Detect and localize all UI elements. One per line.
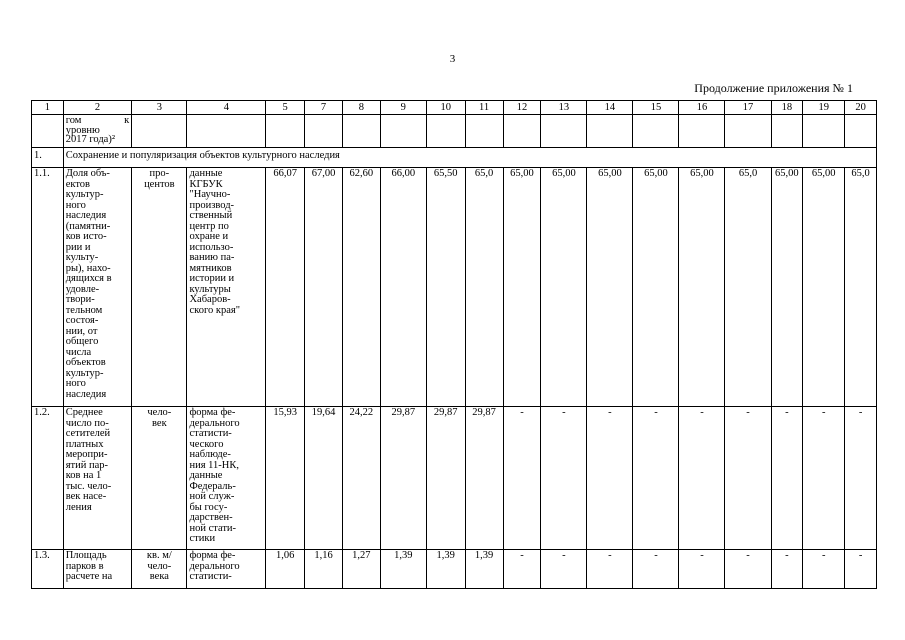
continuation-row bbox=[32, 115, 877, 148]
value-cell: - bbox=[633, 407, 679, 550]
header-cell: 13 bbox=[541, 101, 587, 115]
value-cell: 19,64 bbox=[305, 407, 343, 550]
value-cell: 65,00 bbox=[803, 168, 845, 407]
value-cell: - bbox=[845, 407, 877, 550]
header-cell: 12 bbox=[503, 101, 541, 115]
value-cell: - bbox=[587, 407, 633, 550]
continuation-empty-cell bbox=[465, 115, 503, 148]
value-cell: - bbox=[845, 550, 877, 589]
value-cell: 66,00 bbox=[380, 168, 426, 407]
header-cell: 2 bbox=[63, 101, 132, 115]
value-cell: 66,07 bbox=[266, 168, 305, 407]
continuation-empty-cell bbox=[132, 115, 187, 148]
value-cell: 1,27 bbox=[342, 550, 380, 589]
continuation-empty-cell bbox=[541, 115, 587, 148]
value-cell: 1,39 bbox=[380, 550, 426, 589]
value-cell: 67,00 bbox=[305, 168, 343, 407]
value-cell: 29,87 bbox=[380, 407, 426, 550]
continuation-empty-cell bbox=[771, 115, 803, 148]
continuation-indicator bbox=[63, 115, 132, 148]
indicators-table bbox=[31, 100, 877, 589]
header-cell: 3 bbox=[132, 101, 187, 115]
value-cell: 29,87 bbox=[465, 407, 503, 550]
value-cell: 15,93 bbox=[266, 407, 305, 550]
row-number: 1.1. bbox=[32, 168, 64, 407]
header-cell: 11 bbox=[465, 101, 503, 115]
header-cell: 18 bbox=[771, 101, 803, 115]
header-cell: 17 bbox=[725, 101, 771, 115]
value-cell: - bbox=[679, 550, 725, 589]
value-cell: - bbox=[587, 550, 633, 589]
continuation-empty-cell bbox=[679, 115, 725, 148]
unit-of-measure: кв. м/ чело- века bbox=[132, 550, 187, 589]
value-cell: - bbox=[725, 550, 771, 589]
header-cell: 1 bbox=[32, 101, 64, 115]
continuation-empty-cell bbox=[426, 115, 465, 148]
value-cell: 65,00 bbox=[503, 168, 541, 407]
header-cell: 8 bbox=[342, 101, 380, 115]
indicator-name: Доля объ- ектов культур- ного наследия (памятни- ков исто- рии и культу- ры), нахо- дящихся в удовле- твори- тельном состоя- нии, от общего числа объектов культур- ного наследия bbox=[63, 168, 132, 407]
value-cell: 65,0 bbox=[725, 168, 771, 407]
continuation-empty-cell bbox=[803, 115, 845, 148]
continuation-empty-cell bbox=[266, 115, 305, 148]
value-cell: 1,39 bbox=[465, 550, 503, 589]
value-cell: 65,00 bbox=[541, 168, 587, 407]
value-cell: - bbox=[771, 407, 803, 550]
appendix-caption: Продолжение приложения № 1 bbox=[694, 81, 853, 95]
header-cell: 19 bbox=[803, 101, 845, 115]
continuation-empty-cell bbox=[187, 115, 266, 148]
value-cell: 24,22 bbox=[342, 407, 380, 550]
header-row bbox=[32, 101, 877, 115]
header-cell: 5 bbox=[266, 101, 305, 115]
continuation-cell-1 bbox=[32, 115, 64, 148]
value-cell: - bbox=[803, 407, 845, 550]
section-number: 1. bbox=[32, 148, 64, 168]
value-cell: 62,60 bbox=[342, 168, 380, 407]
value-cell: 65,00 bbox=[679, 168, 725, 407]
continuation-empty-cell bbox=[342, 115, 380, 148]
table-row bbox=[32, 407, 877, 550]
value-cell: 65,50 bbox=[426, 168, 465, 407]
header-cell: 15 bbox=[633, 101, 679, 115]
value-cell: - bbox=[803, 550, 845, 589]
continuation-empty-cell bbox=[503, 115, 541, 148]
value-cell: 1,06 bbox=[266, 550, 305, 589]
header-cell: 20 bbox=[845, 101, 877, 115]
indicator-name: Площадь парков в расчете на bbox=[63, 550, 132, 589]
value-cell: 1,16 bbox=[305, 550, 343, 589]
value-cell: - bbox=[771, 550, 803, 589]
data-source: данные КГБУК "Научно- производ- ственный центр по охране и использо- ванию па- мятников истории и культуры Хабаров- ского края" bbox=[187, 168, 266, 407]
header-cell: 14 bbox=[587, 101, 633, 115]
indicator-name: Среднее число по- сетителей платных меропри- ятий пар- ков на 1 тыс. чело- век насе- ления bbox=[63, 407, 132, 550]
value-cell: - bbox=[633, 550, 679, 589]
value-cell: - bbox=[503, 550, 541, 589]
row-number: 1.2. bbox=[32, 407, 64, 550]
row-number: 1.3. bbox=[32, 550, 64, 589]
continuation-line-2: уровню 2017 года)² bbox=[65, 124, 115, 145]
unit-of-measure: чело- век bbox=[132, 407, 187, 550]
unit-of-measure: про- центов bbox=[132, 168, 187, 407]
page-number: 3 bbox=[449, 53, 456, 65]
value-cell: 65,0 bbox=[465, 168, 503, 407]
header-cell: 7 bbox=[305, 101, 343, 115]
value-cell: - bbox=[725, 407, 771, 550]
continuation-line-1: гом к bbox=[65, 115, 130, 126]
value-cell: 1,39 bbox=[426, 550, 465, 589]
header-cell: 10 bbox=[426, 101, 465, 115]
section-row bbox=[32, 148, 877, 168]
value-cell: - bbox=[541, 407, 587, 550]
data-source: форма фе- дерального статисти- ческого наблюде- ния 11-НК, данные Федераль- ной служ- бы госу- дарствен- ной стати- стики bbox=[187, 407, 266, 550]
value-cell: - bbox=[541, 550, 587, 589]
data-source: форма фе- дерального статисти- bbox=[187, 550, 266, 589]
header-cell: 9 bbox=[380, 101, 426, 115]
value-cell: 65,00 bbox=[633, 168, 679, 407]
continuation-empty-cell bbox=[725, 115, 771, 148]
value-cell: 65,00 bbox=[771, 168, 803, 407]
continuation-empty-cell bbox=[845, 115, 877, 148]
value-cell: - bbox=[503, 407, 541, 550]
header-cell: 16 bbox=[679, 101, 725, 115]
continuation-empty-cell bbox=[380, 115, 426, 148]
table-row bbox=[32, 550, 877, 589]
header-cell: 4 bbox=[187, 101, 266, 115]
value-cell: 29,87 bbox=[426, 407, 465, 550]
value-cell: - bbox=[679, 407, 725, 550]
value-cell: 65,00 bbox=[587, 168, 633, 407]
table-row bbox=[32, 168, 877, 407]
continuation-empty-cell bbox=[633, 115, 679, 148]
continuation-empty-cell bbox=[305, 115, 343, 148]
value-cell: 65,0 bbox=[845, 168, 877, 407]
section-title: Сохранение и популяризация объектов культурного наследия bbox=[63, 148, 876, 168]
continuation-empty-cell bbox=[587, 115, 633, 148]
